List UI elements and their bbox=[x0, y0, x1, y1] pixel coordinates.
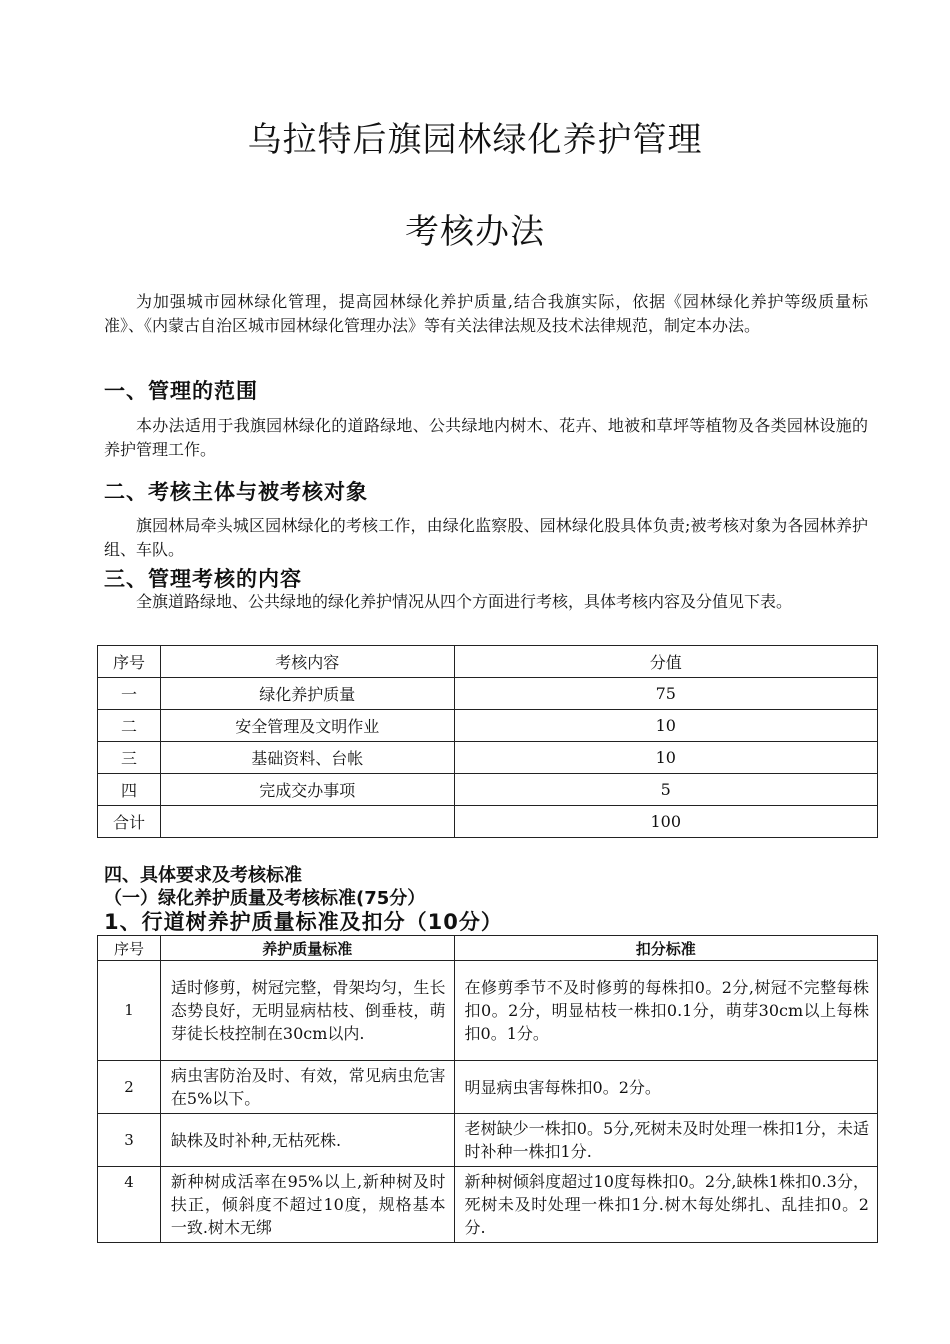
table-cell: 明显病虫害每株扣0。2分。 bbox=[454, 1061, 877, 1114]
section4-heading: 四、具体要求及考核标准 bbox=[104, 865, 302, 886]
table-cell: 完成交办事项 bbox=[160, 774, 454, 806]
header-cell: 序号 bbox=[98, 936, 161, 961]
table-cell: 新种树倾斜度超过10度每株扣0。2分,缺株1株扣0.3分，死树未及时处理一株扣1分.树木每处绑扎、乱挂扣0。2分. bbox=[454, 1167, 877, 1243]
table-cell: 一 bbox=[98, 678, 161, 710]
table-row bbox=[98, 774, 878, 806]
table-cell: 合计 bbox=[98, 806, 161, 838]
standard-table-header bbox=[98, 936, 878, 961]
table-row bbox=[98, 1061, 878, 1114]
table-row bbox=[98, 961, 878, 1061]
table-cell: 5 bbox=[454, 774, 877, 806]
table-cell: 在修剪季节不及时修剪的每株扣0。2分,树冠不完整每株扣0。2分，明显枯枝一株扣0.1分，萌芽30cm以上每株扣0。1分。 bbox=[454, 961, 877, 1061]
section3-body: 全旗道路绿地、公共绿地的绿化养护情况从四个方面进行考核，具体考核内容及分值见下表。 bbox=[136, 592, 793, 611]
table-row bbox=[98, 678, 878, 710]
section1-body: 本办法适用于我旗园林绿化的道路绿地、公共绿地内树木、花卉、地被和草坪等植物及各类园林设施的养护管理工作。 bbox=[104, 416, 868, 459]
table-cell: 三 bbox=[98, 742, 161, 774]
table-cell: 四 bbox=[98, 774, 161, 806]
document-title-line1: 乌拉特后旗园林绿化养护管理 bbox=[247, 120, 703, 160]
table-cell: 病虫害防治及时、有效，常见病虫危害在5%以下。 bbox=[160, 1061, 454, 1114]
table-cell: 75 bbox=[454, 678, 877, 710]
score-table-header bbox=[98, 646, 878, 678]
header-cell: 分值 bbox=[454, 646, 877, 678]
section3-heading: 三、管理考核的内容 bbox=[104, 567, 302, 591]
standard-table bbox=[97, 935, 878, 1243]
table-cell: 10 bbox=[454, 742, 877, 774]
document-title-line2: 考核办法 bbox=[405, 212, 545, 252]
table-cell: 4 bbox=[98, 1167, 161, 1243]
table-cell: 安全管理及文明作业 bbox=[160, 710, 454, 742]
section2-body: 旗园林局牵头城区园林绿化的考核工作，由绿化监察股、园林绿化股具体负责;被考核对象为各园林养护组、车队。 bbox=[104, 516, 868, 559]
header-cell: 养护质量标准 bbox=[160, 936, 454, 961]
header-cell: 序号 bbox=[98, 646, 161, 678]
section4-subheading-2: 1、行道树养护质量标准及扣分（10分） bbox=[104, 910, 503, 934]
header-cell: 扣分标准 bbox=[454, 936, 877, 961]
table-cell: 二 bbox=[98, 710, 161, 742]
header-cell: 考核内容 bbox=[160, 646, 454, 678]
table-row bbox=[98, 1114, 878, 1167]
table-row bbox=[98, 710, 878, 742]
table-cell: 新种树成活率在95%以上,新种树及时扶正，倾斜度不超过10度，规格基本一致.树木无绑 bbox=[160, 1167, 454, 1243]
table-cell: 基础资料、台帐 bbox=[160, 742, 454, 774]
score-table bbox=[97, 645, 878, 838]
section2-heading: 二、考核主体与被考核对象 bbox=[104, 480, 368, 504]
section4-subheading: （一）绿化养护质量及考核标准(75分） bbox=[104, 888, 426, 909]
table-cell bbox=[160, 806, 454, 838]
table-cell: 缺株及时补种,无枯死株. bbox=[160, 1114, 454, 1167]
table-cell: 2 bbox=[98, 1061, 161, 1114]
table-cell: 适时修剪，树冠完整，骨架均匀，生长态势良好，无明显病枯枝、倒垂枝，萌芽徒长枝控制在30cm以内. bbox=[160, 961, 454, 1061]
table-cell: 3 bbox=[98, 1114, 161, 1167]
section1-heading: 一、管理的范围 bbox=[104, 379, 258, 403]
table-row-total bbox=[98, 806, 878, 838]
table-cell: 老树缺少一株扣0。5分,死树未及时处理一株扣1分，未适时补种一株扣1分. bbox=[454, 1114, 877, 1167]
table-cell: 1 bbox=[98, 961, 161, 1061]
table-cell: 100 bbox=[454, 806, 877, 838]
table-row bbox=[98, 742, 878, 774]
table-row bbox=[98, 1167, 878, 1243]
table-cell: 10 bbox=[454, 710, 877, 742]
intro-paragraph: 为加强城市园林绿化管理，提高园林绿化养护质量,结合我旗实际，依据《园林绿化养护等级质量标准》、《内蒙古自治区城市园林绿化管理办法》等有关法律法规及技术法律规范，制定本办法。 bbox=[104, 292, 868, 335]
table-cell: 绿化养护质量 bbox=[160, 678, 454, 710]
